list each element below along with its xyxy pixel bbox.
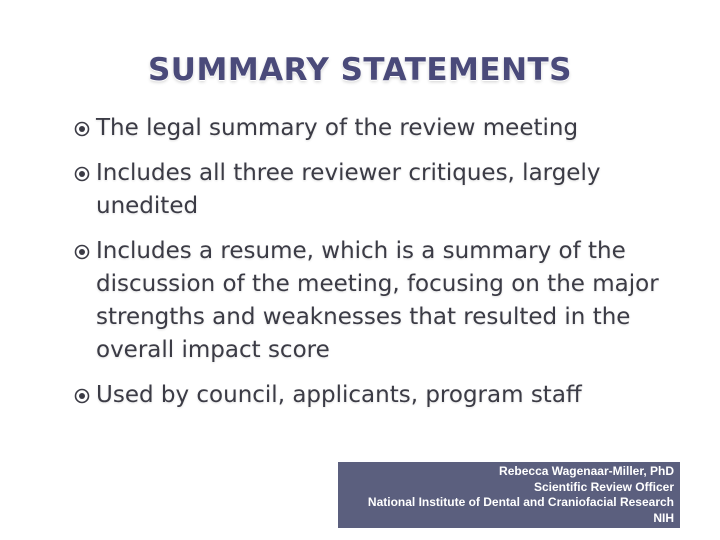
- bullet-list: [74, 112, 674, 424]
- bullet-item: [74, 112, 674, 145]
- slide-title: SUMMARY STATEMENTS: [147, 52, 573, 88]
- bullet-text: The legal summary of the review meeting: [96, 115, 579, 141]
- circle-bullet-icon: [74, 235, 96, 268]
- presenter-organization: National Institute of Dental and Craniofacial Research: [367, 495, 674, 509]
- presenter-role: Scientific Review Officer: [533, 479, 674, 494]
- presenter-agency: NIH: [653, 510, 674, 525]
- bullet-text: Includes a resume, which is a summary of the discussion of the meeting, focusing on the major strengths and weaknesses that resulted in the overall impact score: [96, 238, 659, 363]
- bullet-item: [74, 157, 674, 223]
- bullet-text: Used by council, applicants, program staff: [96, 382, 582, 408]
- bullet-item: [74, 379, 674, 412]
- bullet-text: Includes all three reviewer critiques, largely unedited: [96, 160, 601, 219]
- presenter-info-box: [338, 462, 680, 528]
- circle-bullet-icon: [74, 157, 96, 190]
- circle-bullet-icon: [74, 379, 96, 412]
- bullet-item: [74, 235, 674, 367]
- presenter-name: Rebecca Wagenaar-Miller, PhD: [499, 464, 674, 478]
- circle-bullet-icon: [74, 112, 96, 145]
